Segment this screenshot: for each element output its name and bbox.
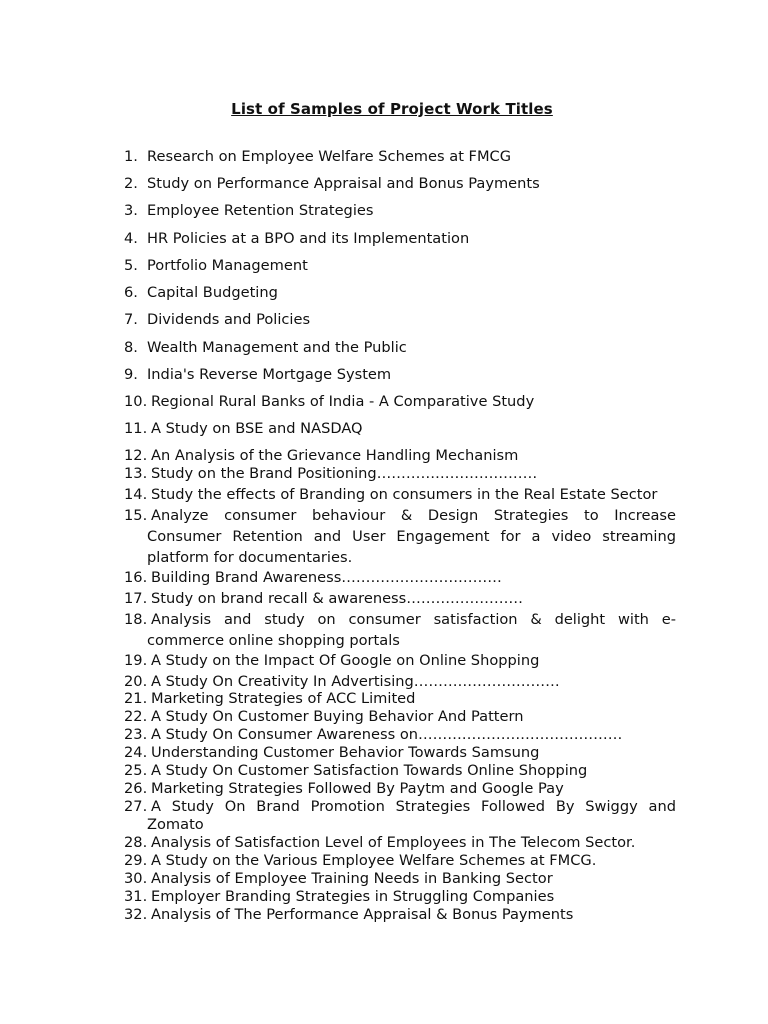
list-item (124, 906, 676, 924)
list-item (124, 146, 676, 167)
item-number: 4. (124, 230, 138, 247)
list-item (124, 228, 676, 249)
item-number: 27. (124, 798, 148, 815)
document-title: List of Samples of Project Work Titles (231, 100, 553, 118)
item-number: 10. (124, 393, 148, 410)
list-item (124, 505, 676, 568)
item-text: Regional Rural Banks of India - A Comparative Study (151, 393, 535, 410)
list-item (124, 690, 676, 708)
item-text: India's Reverse Mortgage System (147, 366, 392, 383)
item-text: Wealth Management and the Public (147, 339, 407, 356)
item-number: 6. (124, 284, 138, 301)
item-text: A Study On Customer Buying Behavior And Pattern (151, 708, 524, 725)
item-number: 7. (124, 311, 138, 328)
list-item (124, 708, 676, 726)
item-number: 21. (124, 690, 148, 707)
item-text: Dividends and Policies (147, 311, 311, 328)
item-text: A Study on BSE and NASDAQ (151, 420, 363, 437)
list-item (124, 744, 676, 762)
item-text: An Analysis of the Grievance Handling Mechanism (151, 447, 519, 464)
item-text: Analysis of Employee Training Needs in Banking Sector (151, 870, 553, 887)
item-text: Study the effects of Branding on consumers in the Real Estate Sector (151, 486, 658, 503)
item-text: Study on Performance Appraisal and Bonus Payments (147, 175, 540, 192)
item-text: Analysis of The Performance Appraisal & Bonus Payments (151, 906, 574, 923)
item-number: 20. (124, 673, 148, 690)
item-number: 29. (124, 852, 148, 869)
item-number: 2. (124, 175, 138, 192)
item-number: 8. (124, 339, 138, 356)
list-item (124, 337, 676, 358)
item-text: A Study on the Impact Of Google on Online Shopping (151, 652, 540, 669)
item-text: A Study On Consumer Awareness on…………………………………… (151, 726, 623, 743)
item-number: 32. (124, 906, 148, 923)
item-text: Marketing Strategies Followed By Paytm and Google Pay (151, 780, 564, 797)
item-text: Employer Branding Strategies in Struggling Companies (151, 888, 555, 905)
item-text: Study on the Brand Positioning…………………………… (151, 465, 538, 482)
list-item (124, 364, 676, 385)
item-text: Employee Retention Strategies (147, 202, 374, 219)
item-number: 17. (124, 590, 148, 607)
item-text: Capital Budgeting (147, 284, 278, 301)
item-text: A Study On Customer Satisfaction Towards Online Shopping (151, 762, 588, 779)
item-number: 11. (124, 420, 148, 437)
item-number: 3. (124, 202, 138, 219)
list-item (124, 567, 676, 588)
item-text: A Study On Brand Promotion Strategies Followed By Swiggy and Zomato (147, 798, 676, 833)
item-number: 31. (124, 888, 148, 905)
list-item (124, 671, 676, 692)
list-item (124, 463, 676, 484)
list-item (124, 798, 676, 834)
item-text: Portfolio Management (147, 257, 308, 274)
list-item (124, 200, 676, 221)
item-number: 22. (124, 708, 148, 725)
list-item (124, 726, 676, 744)
item-text: Building Brand Awareness…………………………… (151, 569, 502, 586)
item-number: 26. (124, 780, 148, 797)
item-number: 14. (124, 486, 148, 503)
item-number: 30. (124, 870, 148, 887)
item-text: Research on Employee Welfare Schemes at FMCG (147, 148, 512, 165)
item-text: Analysis and study on consumer satisfaction & delight with e-commerce online shopping portals (147, 611, 676, 649)
item-number: 12. (124, 447, 148, 464)
item-text: A Study on the Various Employee Welfare Schemes at FMCG. (151, 852, 597, 869)
list-item (124, 780, 676, 798)
item-number: 9. (124, 366, 138, 383)
item-number: 28. (124, 834, 148, 851)
list-item (124, 609, 676, 651)
list-item (124, 255, 676, 276)
list-item (124, 309, 676, 330)
item-text: Study on brand recall & awareness…………………… (151, 590, 524, 607)
list-item (124, 888, 676, 906)
item-text: Analysis of Satisfaction Level of Employees in The Telecom Sector. (151, 834, 636, 851)
item-number: 25. (124, 762, 148, 779)
item-text: Understanding Customer Behavior Towards Samsung (151, 744, 540, 761)
item-text: Marketing Strategies of ACC Limited (151, 690, 416, 707)
item-text: A Study On Creativity In Advertising………………………… (151, 673, 560, 690)
list-item (124, 834, 676, 852)
list-item (124, 762, 676, 780)
item-number: 13. (124, 465, 148, 482)
item-number: 18. (124, 611, 148, 628)
list-item (124, 588, 676, 609)
list-item (124, 418, 676, 439)
list-item (124, 391, 676, 412)
item-text: HR Policies at a BPO and its Implementation (147, 230, 470, 247)
list-item (124, 173, 676, 194)
item-number: 19. (124, 652, 148, 669)
item-text: Analyze consumer behaviour & Design Strategies to Increase Consumer Retention and User Engagement for a video streaming platform for documentaries. (147, 507, 676, 566)
list-item (124, 650, 676, 671)
item-number: 16. (124, 569, 148, 586)
item-number: 24. (124, 744, 148, 761)
list-item (124, 870, 676, 888)
item-number: 23. (124, 726, 148, 743)
list-item (124, 282, 676, 303)
item-number: 1. (124, 148, 138, 165)
list-item (124, 852, 676, 870)
list-item (124, 484, 676, 505)
item-number: 15. (124, 507, 148, 524)
item-number: 5. (124, 257, 138, 274)
